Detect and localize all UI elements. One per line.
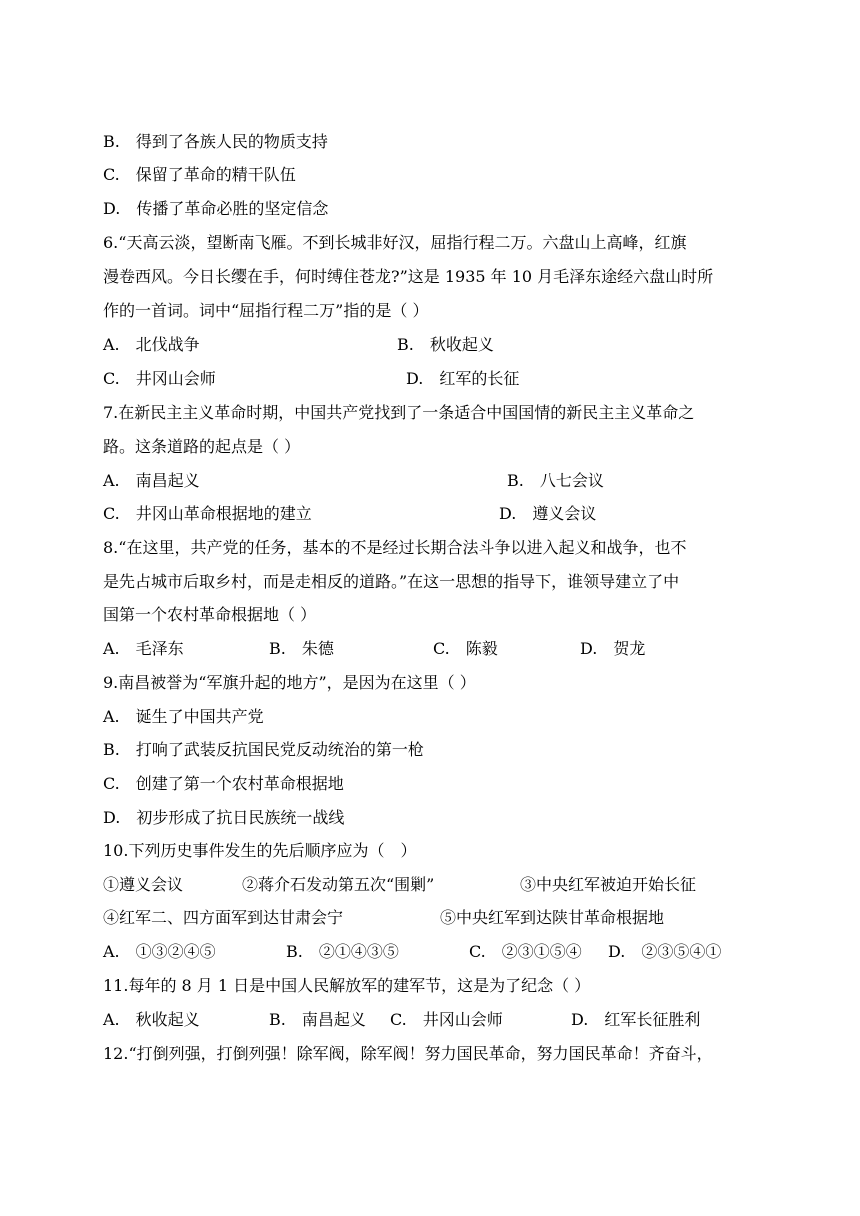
answer-option: ④红军二、四方面军到达甘肃会宁 <box>103 908 344 927</box>
answer-option: C. 陈毅 <box>433 639 498 658</box>
answer-option: ①遵义会议 <box>103 875 184 894</box>
options-row <box>103 632 763 666</box>
answer-option: C. ②③①⑤④ <box>469 942 582 961</box>
text-line: C. 创建了第一个农村革命根据地 <box>103 774 344 793</box>
text-line: 8.“在这里，共产党的任务，基本的不是经过长期合法斗争以进入起义和战争，也不 <box>103 538 687 557</box>
answer-option: ②蒋介石发动第五次“围剿” <box>242 875 435 894</box>
answer-option: B. 南昌起义 <box>269 1010 366 1029</box>
text-line: 10.下列历史事件发生的先后顺序应为（ ） <box>103 841 417 860</box>
answer-option: D. 红军的长征 <box>406 369 520 388</box>
answer-option: ③中央红军被迫开始长征 <box>520 875 697 894</box>
options-row <box>103 464 763 498</box>
answer-option: A. ①③②④⑤ <box>103 942 216 961</box>
options-row <box>103 362 763 396</box>
text-line: 7.在新民主主义革命时期，中国共产党找到了一条适合中国国情的新民主主义革命之 <box>103 403 695 422</box>
text-line: B. 得到了各族人民的物质支持 <box>103 132 328 151</box>
answer-option: C. 井冈山革命根据地的建立 <box>103 504 312 523</box>
options-row <box>103 868 763 902</box>
text-line: C. 保留了革命的精干队伍 <box>103 165 296 184</box>
answer-option: C. 井冈山会师 <box>390 1010 503 1029</box>
text-line: A. 诞生了中国共产党 <box>103 707 264 726</box>
answer-option: C. 井冈山会师 <box>103 369 216 388</box>
text-line: 9.南昌被誉为“军旗升起的地方”，是因为在这里（ ） <box>103 673 476 692</box>
answer-option: D. 贺龙 <box>580 639 646 658</box>
options-row <box>103 935 763 969</box>
answer-option: D. 遵义会议 <box>499 504 597 523</box>
text-line: 国第一个农村革命根据地（ ） <box>103 605 317 624</box>
text-line: 路。这条道路的起点是（ ） <box>103 437 301 456</box>
text-line: B. 打响了武装反抗国民党反动统治的第一枪 <box>103 740 424 759</box>
options-row <box>103 497 763 531</box>
answer-option: B. 秋收起义 <box>397 335 494 354</box>
text-line: D. 初步形成了抗日民族统一战线 <box>103 808 345 827</box>
answer-option: D. ②③⑤④① <box>608 942 722 961</box>
text-line: 漫卷西风。今日长缨在手，何时缚住苍龙?”这是 1935 年 10 月毛泽东途经六盘山时所 <box>103 267 714 286</box>
answer-option: A. 北伐战争 <box>103 335 200 354</box>
text-line: 是先占城市后取乡村，而是走相反的道路。”在这一思想的指导下，谁领导建立了中 <box>103 572 680 591</box>
options-row <box>103 901 763 935</box>
answer-option: A. 南昌起义 <box>103 471 200 490</box>
text-line: D. 传播了革命必胜的坚定信念 <box>103 199 329 218</box>
text-line: 11.每年的 8 月 1 日是中国人民解放军的建军节，这是为了纪念（ ） <box>103 976 591 995</box>
text-line: 作的一首词。词中“屈指行程二万”指的是（ ） <box>103 301 429 320</box>
options-row <box>103 1003 763 1037</box>
answer-option: B. ②①④③⑤ <box>286 942 399 961</box>
options-row <box>103 328 763 362</box>
answer-option: B. 八七会议 <box>507 471 604 490</box>
answer-option: B. 朱德 <box>269 639 334 658</box>
answer-option: ⑤中央红军到达陕甘革命根据地 <box>440 908 665 927</box>
answer-option: A. 毛泽东 <box>103 639 184 658</box>
answer-option: D. 红军长征胜利 <box>571 1010 701 1029</box>
text-line: 12.“打倒列强，打倒列强！除军阀，除军阀！努力国民革命，努力国民革命！齐奋斗， <box>103 1044 713 1063</box>
answer-option: A. 秋收起义 <box>103 1010 200 1029</box>
text-line: 6.“天高云淡，望断南飞雁。不到长城非好汉，屈指行程二万。六盘山上高峰，红旗 <box>103 233 687 252</box>
